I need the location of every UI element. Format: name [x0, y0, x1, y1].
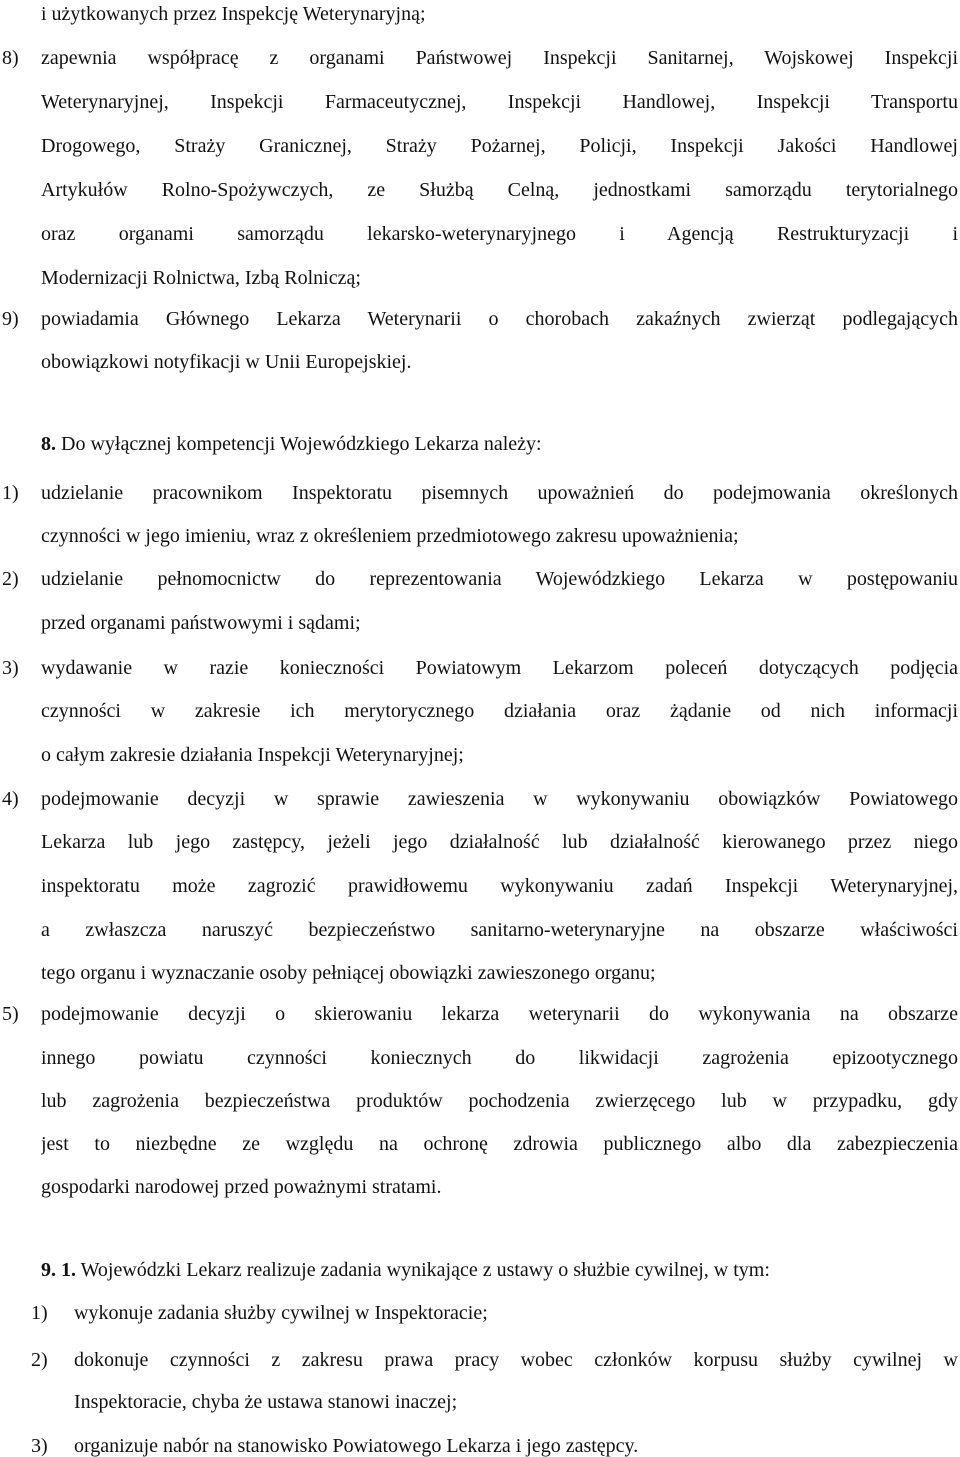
text-line: lub zagrożenia bezpieczeństwa produktów pochodzenia zwierzęcego lub w przypadku, gdy	[41, 1091, 958, 1112]
item-text	[74, 1350, 958, 1420]
item-text	[41, 658, 958, 768]
section-number: 9. 1.	[41, 1259, 76, 1281]
section-number: 8.	[41, 433, 56, 455]
item-text	[41, 309, 958, 379]
text-line: Modernizacji Rolnictwa, Izbą Rolniczą;	[41, 267, 361, 289]
item-number: 9)	[2, 308, 19, 330]
text-line: udzielanie pełnomocnictw do reprezentowania Wojewódzkiego Lekarza w postępowaniu	[41, 569, 958, 590]
text-line: zapewnia współpracę z organami Państwowej Inspekcji Sanitarnej, Wojskowej Inspekcji	[41, 48, 958, 69]
item-text	[41, 48, 958, 289]
item-number: 2)	[31, 1349, 48, 1371]
text-line: wydawanie w razie konieczności Powiatowym Lekarzom poleceń dotyczących podjęcia	[41, 658, 958, 679]
text-line: udzielanie pracownikom Inspektoratu pisemnych upoważnień do podejmowania określonych	[41, 483, 958, 504]
text-line: Weterynaryjnej, Inspekcji Farmaceutycznej, Inspekcji Handlowej, Inspekcji Transportu	[41, 92, 958, 113]
text-line: a zwłaszcza naruszyć bezpieczeństwo sanitarno-weterynaryjne na obszarze właściwości	[41, 920, 958, 941]
text-line: czynności w zakresie ich merytorycznego działania oraz żądanie od nich informacji	[41, 701, 958, 722]
text-line: gospodarki narodowej przed poważnymi stratami.	[41, 1176, 442, 1198]
text-line: przed organami państwowymi i sądami;	[41, 612, 361, 634]
item-number: 1)	[2, 482, 19, 504]
text-line: podejmowanie decyzji w sprawie zawieszenia w wykonywaniu obowiązków Powiatowego	[41, 789, 958, 810]
item-number: 1)	[31, 1302, 48, 1324]
text-line: Lekarza lub jego zastępcy, jeżeli jego działalność lub działalność kierowanego przez niego	[41, 832, 958, 853]
item-number: 2)	[2, 568, 19, 590]
text-line: innego powiatu czynności koniecznych do likwidacji zagrożenia epizootycznego	[41, 1048, 958, 1069]
item-text	[41, 483, 958, 553]
item-number: 8)	[2, 47, 19, 69]
text-line: powiadamia Głównego Lekarza Weterynarii o chorobach zakaźnych zwierząt podlegających	[41, 309, 958, 330]
item-text	[41, 569, 958, 639]
item-text	[41, 789, 958, 989]
text-line: Inspektoracie, chyba że ustawa stanowi inaczej;	[74, 1391, 458, 1413]
section-heading-text: Do wyłącznej kompetencji Wojewódzkiego Lekarza należy:	[61, 433, 542, 455]
section-heading	[41, 434, 542, 454]
continuation-line: i użytkowanych przez Inspekcję Weterynaryjną;	[41, 3, 426, 25]
text-line: jest to niezbędne ze względu na ochronę zdrowia publicznego albo dla zabezpieczenia	[41, 1134, 958, 1155]
text-line: Artykułów Rolno-Spożywczych, ze Służbą Celną, jednostkami samorządu terytorialnego	[41, 180, 958, 201]
text-line: oraz organami samorządu lekarsko-weterynaryjnego i Agencją Restrukturyzacji i	[41, 224, 958, 245]
text-line: tego organu i wyznaczanie osoby pełniącej obowiązki zawieszonego organu;	[41, 962, 656, 984]
text-line: Drogowego, Straży Granicznej, Straży Pożarnej, Policji, Inspekcji Jakości Handlowej	[41, 136, 958, 157]
text-line: podejmowanie decyzji o skierowaniu lekarza weterynarii do wykonywania na obszarze	[41, 1004, 958, 1025]
item-number: 3)	[31, 1435, 48, 1457]
text-line: dokonuje czynności z zakresu prawa pracy wobec członków korpusu służby cywilnej w	[74, 1350, 958, 1371]
item-text: wykonuje zadania służby cywilnej w Inspektoracie;	[74, 1302, 488, 1324]
section-heading-text: Wojewódzki Lekarz realizuje zadania wynikające z ustawy o służbie cywilnej, w tym:	[80, 1259, 770, 1281]
item-number: 3)	[2, 657, 19, 679]
text-line: czynności w jego imieniu, wraz z określeniem przedmiotowego zakresu upoważnienia;	[41, 525, 739, 547]
section-heading	[41, 1260, 770, 1280]
item-number: 5)	[2, 1003, 19, 1025]
text-line: inspektoratu może zagrozić prawidłowemu wykonywaniu zadań Inspekcji Weterynaryjnej,	[41, 876, 958, 897]
item-number: 4)	[2, 788, 19, 810]
text-line: o całym zakresie działania Inspekcji Weterynaryjnej;	[41, 744, 464, 766]
item-text: organizuje nabór na stanowisko Powiatowego Lekarza i jego zastępcy.	[74, 1435, 639, 1457]
text-line: obowiązkowi notyfikacji w Unii Europejskiej.	[41, 351, 412, 373]
item-text	[41, 1004, 958, 1204]
